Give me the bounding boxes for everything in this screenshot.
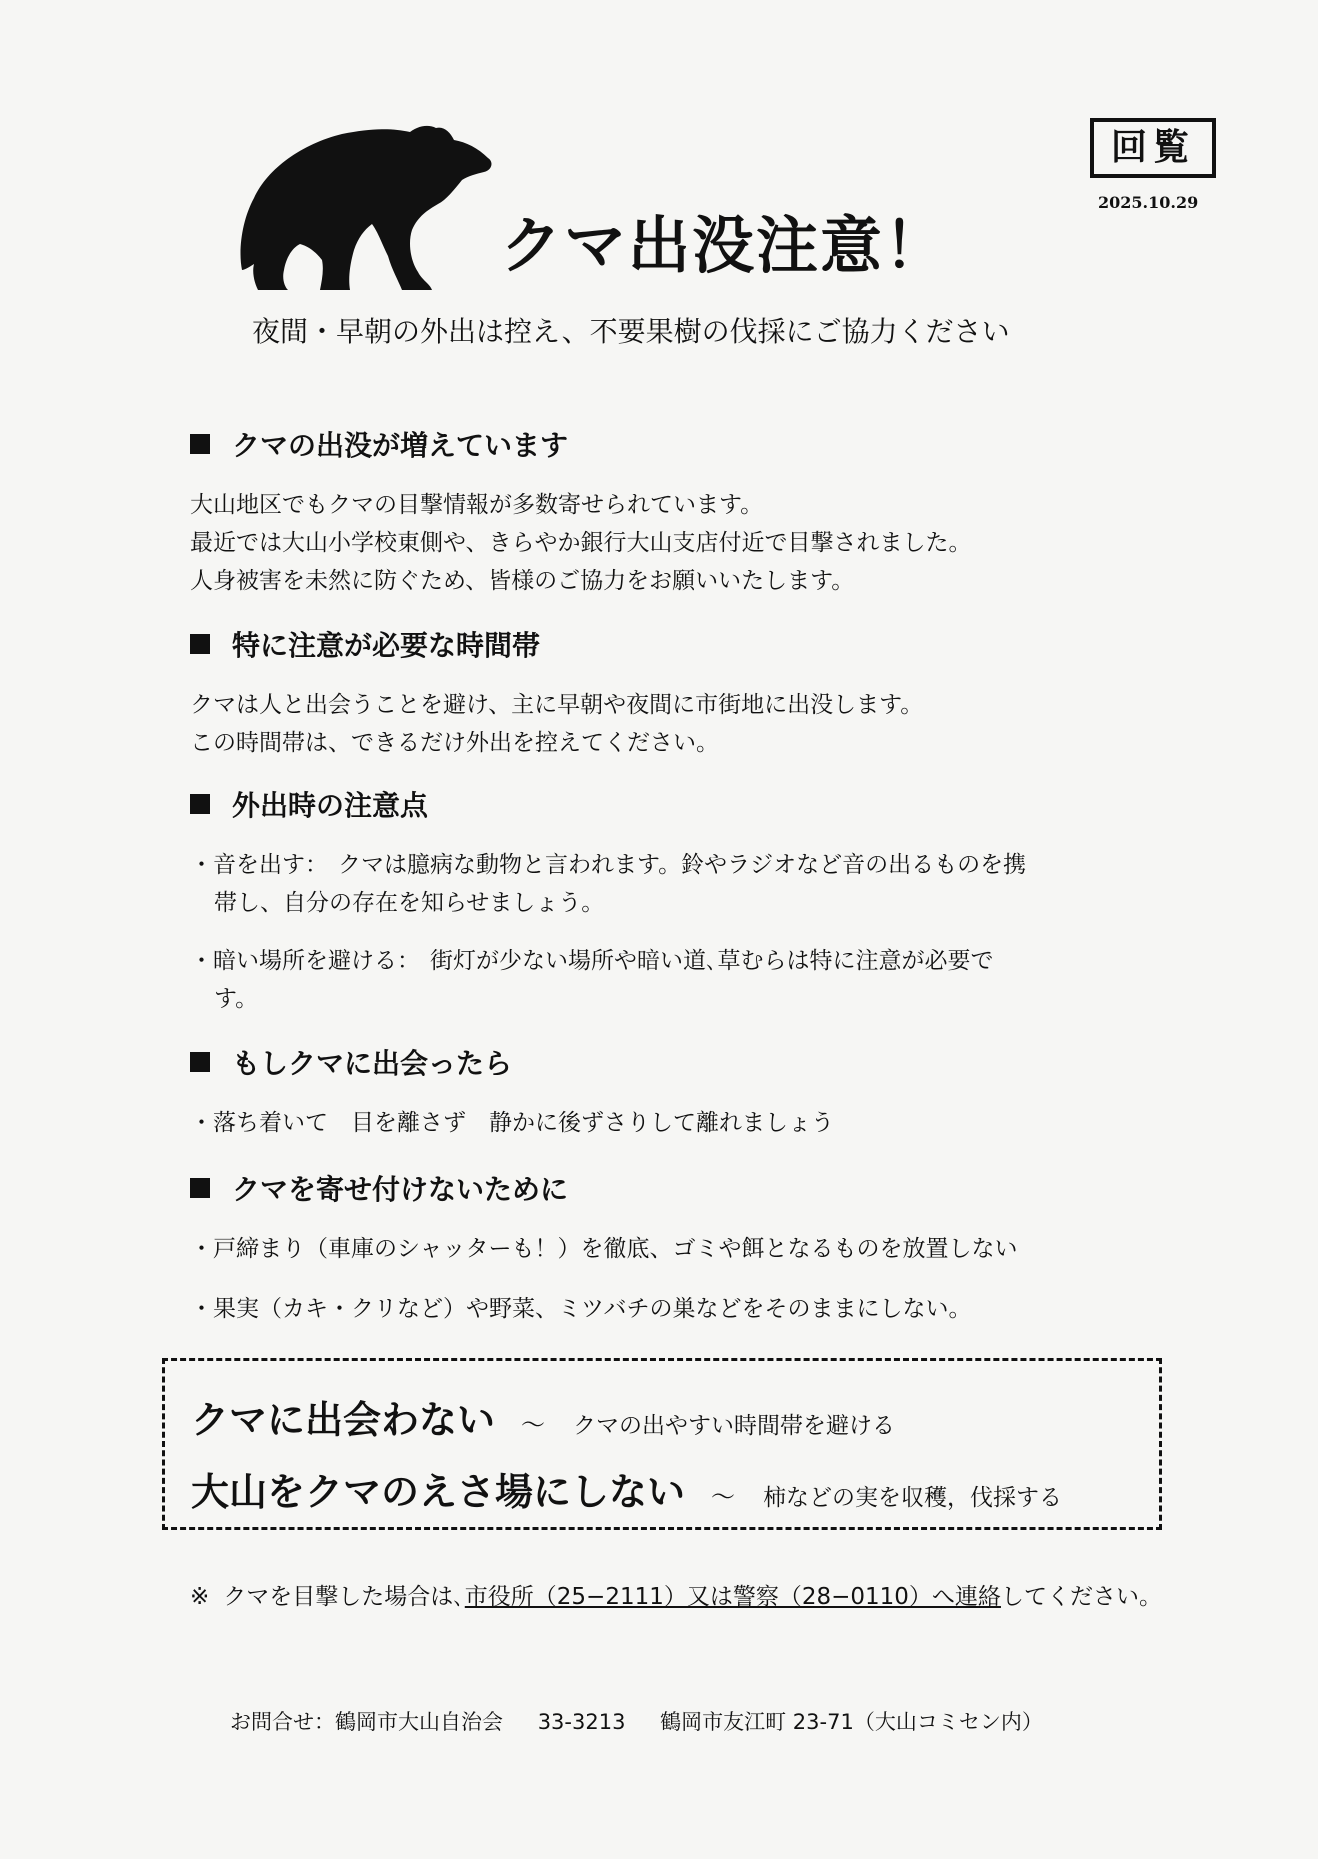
bullet-label: ・暗い場所を避ける： (190, 948, 420, 974)
body-line: 最近では大山小学校東側や、きらやか銀行大山支店付近で目撃されました。 (190, 530, 972, 556)
section-heading-increase (190, 424, 568, 464)
body-line: 大山地区でもクマの目撃情報が多数寄せられています。 (190, 492, 764, 518)
bear-silhouette-icon (232, 120, 494, 292)
body-line: クマは人と出会うことを避け、主に早朝や夜間に市街地に出没します。 (190, 692, 924, 718)
key-point-sub: 柿などの実を収穫，伐採する (763, 1485, 1063, 1511)
key-point-sub: クマの出やすい時間帯を避ける (573, 1413, 896, 1439)
section-heading-text: クマを寄せ付けないために (232, 1173, 569, 1206)
section-heading-time (190, 624, 540, 664)
key-point-row (191, 1461, 1062, 1516)
key-point-tilde: ～ (711, 1483, 736, 1511)
bullet-text: ・果実（カキ・クリなど）や野菜、ミツバチの巣などをそのままにしない。 (190, 1296, 972, 1322)
square-bullet-icon (190, 634, 210, 654)
section-body-increase (190, 486, 972, 600)
square-bullet-icon (190, 434, 210, 454)
note-contacts: 市役所（25−2111）又は警察（28−0110）へ連絡 (464, 1584, 1001, 1610)
section-heading-encounter (190, 1042, 512, 1082)
note-pre: クマを目撃した場合は､ (223, 1584, 465, 1610)
section-heading-outing (190, 784, 428, 824)
key-point-main: 大山をクマのえさ場にしない (191, 1470, 686, 1514)
bullet-label: ・音を出す： (190, 852, 328, 878)
body-line: 人身被害を未然に防ぐため、皆様のご協力をお願いいたします。 (190, 568, 855, 594)
bullet-text: 街灯が少ない場所や暗い道､草むらは特に注意が必要で (430, 948, 994, 974)
circulation-badge: 回覧 (1090, 118, 1216, 178)
section-heading-text: もしクマに出会ったら (232, 1047, 513, 1080)
bullet-make-noise (190, 846, 1026, 922)
page-title: クマ出没注意！ (500, 209, 949, 282)
contact-note (190, 1578, 1162, 1611)
section-body-time (190, 686, 923, 762)
body-line: この時間帯は、できるだけ外出を控えてください。 (190, 730, 719, 756)
footer-phone: 33-3213 (537, 1710, 626, 1734)
note-post: してください。 (1000, 1584, 1162, 1610)
bullet-text-continued: 帯し、自分の存在を知らせましょう。 (214, 890, 605, 916)
bullet-lock-up (190, 1230, 1018, 1268)
page-subtitle: 夜間・早朝の外出は控え、不要果樹の伐採にご協力ください (252, 315, 1010, 348)
bullet-text: ・落ち着いて 目を離さず 静かに後ずさりして離れましょう (190, 1110, 834, 1136)
key-points-box (162, 1358, 1162, 1530)
section-heading-text: 特に注意が必要な時間帯 (232, 629, 541, 662)
bullet-fruit (190, 1290, 972, 1328)
key-point-tilde: ～ (521, 1411, 546, 1439)
square-bullet-icon (190, 1052, 210, 1072)
key-point-main: クマに出会わない (191, 1398, 496, 1442)
key-point-row (191, 1389, 895, 1444)
section-heading-text: 外出時の注意点 (232, 789, 429, 822)
bullet-text-continued: す。 (214, 986, 259, 1012)
square-bullet-icon (190, 794, 210, 814)
issue-date: 2025.10.29 (1098, 193, 1199, 212)
square-bullet-icon (190, 1178, 210, 1198)
note-mark: ※ (190, 1584, 210, 1610)
bullet-avoid-dark (190, 942, 994, 1018)
footer-address: 鶴岡市友江町 23-71（大山コミセン内） (660, 1710, 1043, 1734)
bullet-stay-calm (190, 1104, 834, 1142)
footer-inquiry (230, 1706, 1071, 1736)
bullet-text: ・戸締まり（車庫のシャッターも！）を徹底、ゴミや餌となるものを放置しない (190, 1236, 1018, 1262)
footer-label: お問合せ：鶴岡市大山自治会 (230, 1710, 503, 1734)
section-heading-text: クマの出没が増えています (232, 429, 569, 462)
section-heading-prevent (190, 1168, 568, 1208)
bullet-text: クマは臆病な動物と言われます。鈴やラジオなど音の出るものを携 (338, 852, 1027, 878)
